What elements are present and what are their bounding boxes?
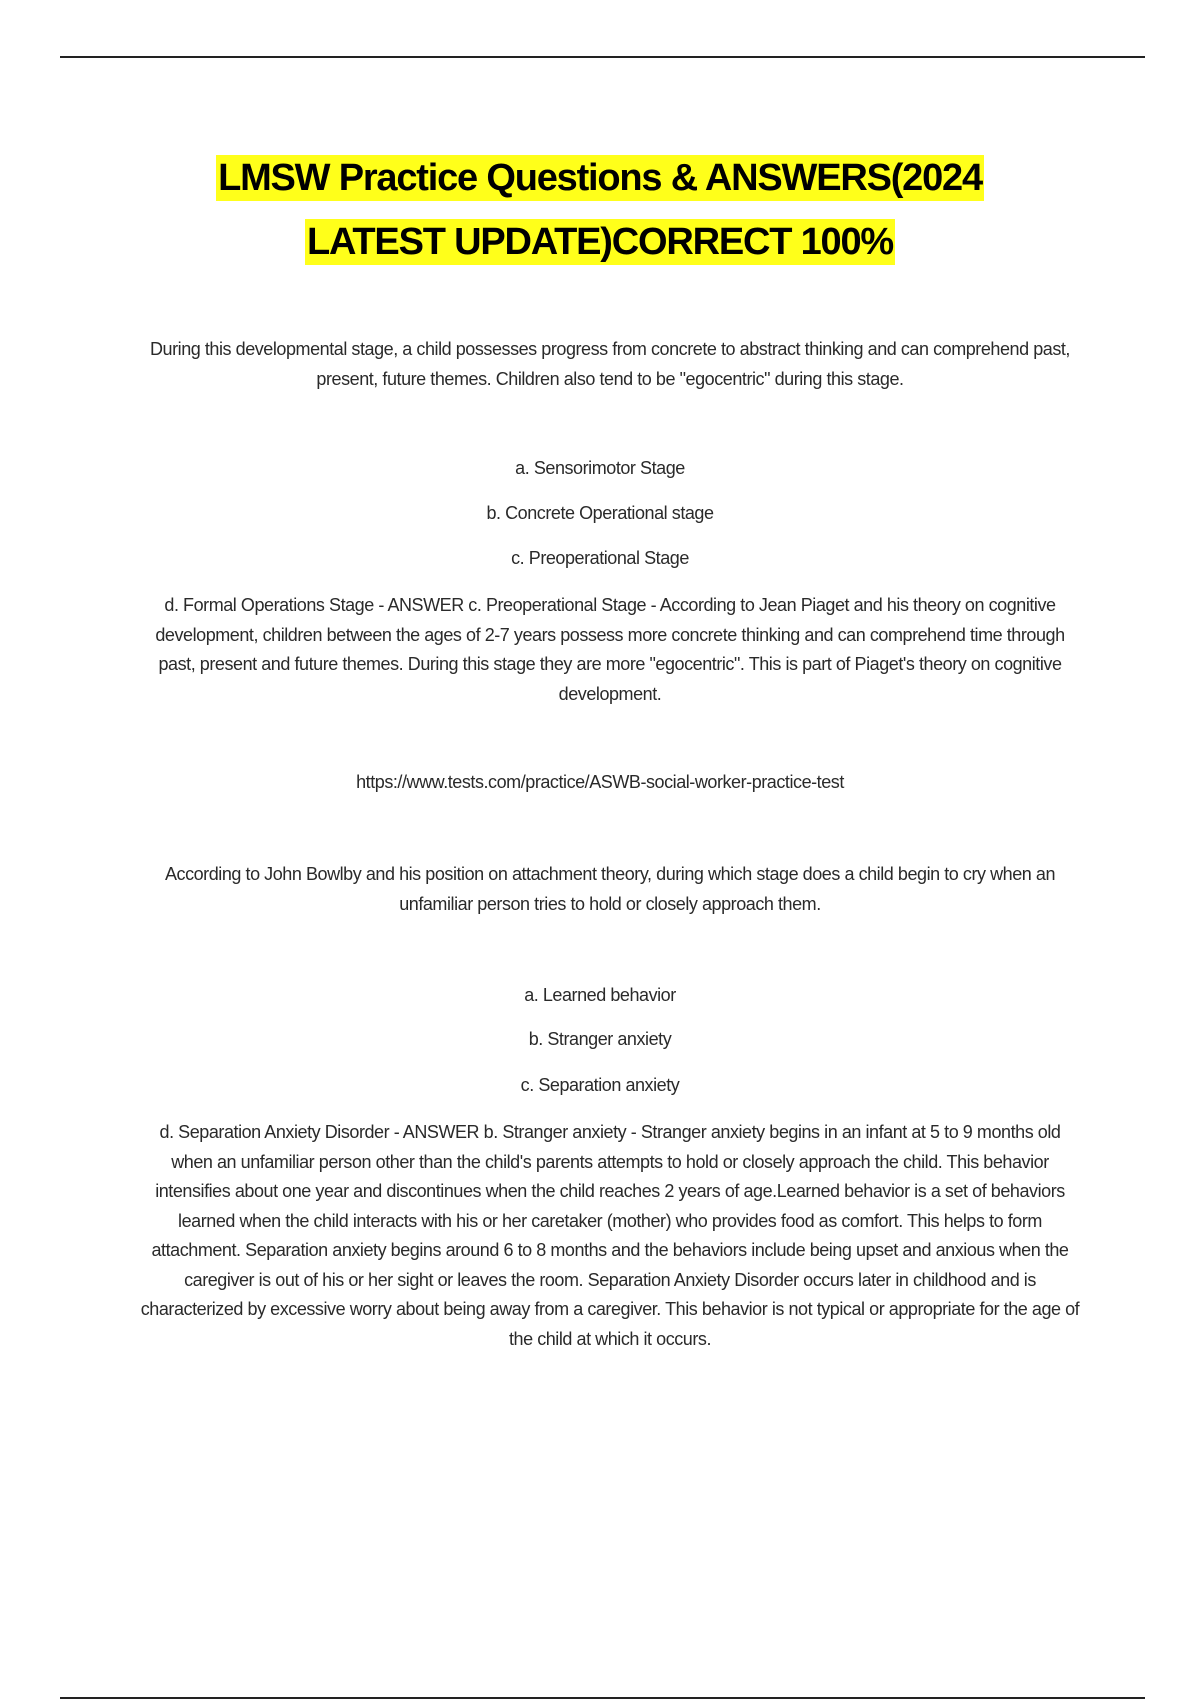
question-1-answer: d. Formal Operations Stage - ANSWER c. Preoperational Stage - According to Jean Piaget and his theory on cognitive development, children between the ages of 2-7 years possess more concrete thinking and can comprehend time through past, present and future themes. During this stage they are more "egocentric". This is part of Piaget's theory on cognitive development. (155, 595, 1065, 704)
bottom-rule (60, 1697, 1145, 1699)
question-2-prompt: According to John Bowlby and his position on attachment theory, during which stage does a child begin to cry when an unfamiliar person tries to hold or closely approach them. (164, 864, 1056, 914)
question-2-option-c: c. Separation anxiety (520, 1075, 680, 1095)
title-line-2: LATEST UPDATE)CORRECT 100% (306, 221, 893, 263)
question-2-option-b: b. Stranger anxiety (528, 1029, 672, 1049)
top-rule (60, 56, 1145, 58)
title-line-1: LMSW Practice Questions & ANSWERS(2024 (218, 157, 982, 199)
question-1-option-c: c. Preoperational Stage (511, 548, 689, 568)
question-2-option-a: a. Learned behavior (524, 985, 676, 1005)
reference-link[interactable]: https://www.tests.com/practice/ASWB-social-worker-practice-test (356, 772, 844, 792)
page-title (0, 146, 1200, 274)
question-1-option-b: b. Concrete Operational stage (486, 503, 714, 523)
question-2-answer: d. Separation Anxiety Disorder - ANSWER b. Stranger anxiety - Stranger anxiety begins in an infant at 5 to 9 months old when an unfamiliar person other than the child's parents attempts to hold or closely approach the child. This behavior intensifies about one year and discontinues when the child reaches 2 years of age.Learned behavior is a set of behaviors learned when the child interacts with his or her caretaker (mother) who provides food as comfort. This helps to form attachment. Separation anxiety begins around 6 to 8 months and the behaviors include being upset and anxious when the caregiver is out of his or her sight or leaves the room. Separation Anxiety Disorder occurs later in childhood and is characterized by excessive worry about being away from a caregiver. This behavior is not typical or appropriate for the age of the child at which it occurs. (140, 1122, 1080, 1349)
question-1-prompt: During this developmental stage, a child possesses progress from concrete to abstract thinking and can comprehend past, present, future themes. Children also tend to be "egocentric" during this stage. (150, 339, 1070, 389)
question-1-option-a: a. Sensorimotor Stage (515, 458, 685, 478)
